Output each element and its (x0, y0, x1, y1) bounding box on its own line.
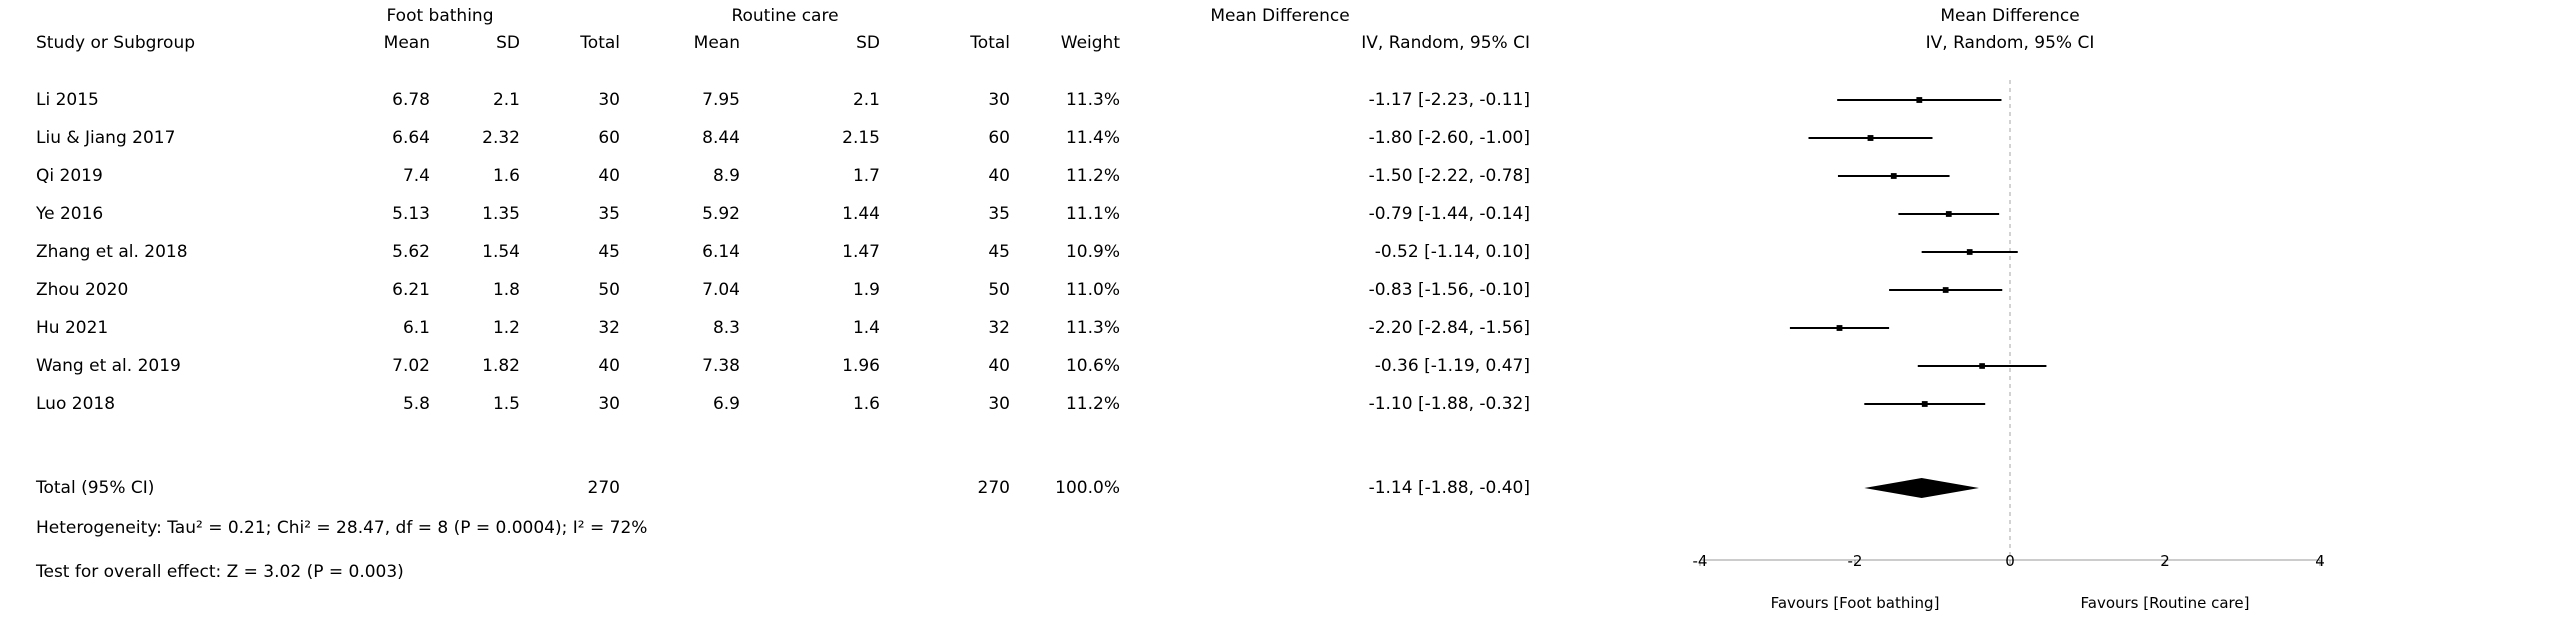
study-point-marker (1916, 97, 1922, 103)
weight: 10.6% (1065, 356, 1120, 376)
col-header-weight: Weight (1060, 33, 1120, 53)
ctl-sd: 1.47 (842, 242, 880, 262)
ctl-mean: 6.14 (702, 242, 740, 262)
ctl-mean: 7.38 (702, 356, 740, 376)
exp-sd: 2.32 (482, 128, 520, 148)
ctl-mean: 8.9 (712, 166, 740, 186)
weight: 11.3% (1065, 318, 1120, 338)
exp-total: 45 (598, 242, 620, 262)
study-name: Zhang et al. 2018 (36, 242, 188, 262)
col-header-exp-mean: Mean (383, 33, 430, 53)
ctl-sd: 1.4 (852, 318, 880, 338)
total-exp-total: 270 (587, 478, 620, 498)
ci-text: -1.17 [-2.23, -0.11] (1368, 90, 1530, 110)
exp-mean: 7.02 (392, 356, 430, 376)
ctl-mean: 7.95 (702, 90, 740, 110)
total-ctl-total: 270 (977, 478, 1010, 498)
ctl-mean: 5.92 (702, 204, 740, 224)
x-tick-label: 4 (2315, 552, 2325, 570)
exp-sd: 1.5 (492, 394, 520, 414)
ctl-sd: 1.6 (852, 394, 880, 414)
col-header-study: Study or Subgroup (36, 33, 196, 53)
exp-total: 32 (598, 318, 620, 338)
pooled-diamond (1864, 478, 1979, 498)
ctl-total: 45 (988, 242, 1010, 262)
exp-total: 40 (598, 356, 620, 376)
x-tick-label: -2 (1847, 552, 1863, 570)
study-name: Zhou 2020 (36, 280, 129, 300)
col-header-ctl-total: Total (970, 33, 1010, 53)
study-point-marker (1837, 325, 1843, 331)
ci-text: -0.36 [-1.19, 0.47] (1374, 356, 1530, 376)
ctl-sd: 2.15 (842, 128, 880, 148)
x-tick-label: 2 (2160, 552, 2170, 570)
study-name: Hu 2021 (36, 318, 109, 338)
ctl-group-header: Routine care (731, 6, 839, 26)
ctl-total: 60 (988, 128, 1010, 148)
ci-text: -0.83 [-1.56, -0.10] (1368, 280, 1530, 300)
exp-sd: 1.2 (492, 318, 520, 338)
study-name: Liu & Jiang 2017 (36, 128, 176, 148)
ctl-mean: 8.3 (712, 318, 740, 338)
ctl-mean: 8.44 (702, 128, 740, 148)
exp-mean: 7.4 (402, 166, 430, 186)
ctl-sd: 1.7 (852, 166, 880, 186)
exp-total: 60 (598, 128, 620, 148)
study-point-marker (1967, 249, 1973, 255)
col-header-exp-sd: SD (496, 33, 520, 53)
study-point-marker (1868, 135, 1874, 141)
weight: 11.0% (1065, 280, 1120, 300)
study-point-marker (1922, 401, 1928, 407)
exp-group-header: Foot bathing (386, 6, 494, 26)
exp-mean: 5.13 (392, 204, 430, 224)
ctl-sd: 1.9 (852, 280, 880, 300)
study-name: Ye 2016 (36, 204, 104, 224)
ctl-total: 50 (988, 280, 1010, 300)
exp-mean: 6.21 (392, 280, 430, 300)
exp-total: 50 (598, 280, 620, 300)
study-point-marker (1891, 173, 1897, 179)
exp-sd: 1.6 (492, 166, 520, 186)
weight: 11.1% (1065, 204, 1120, 224)
study-name: Luo 2018 (36, 394, 116, 414)
total-label: Total (95% CI) (36, 478, 155, 498)
weight: 11.2% (1065, 166, 1120, 186)
col-header-ctl-mean: Mean (693, 33, 740, 53)
col-header-exp-total: Total (580, 33, 620, 53)
ctl-total: 40 (988, 166, 1010, 186)
ctl-total: 32 (988, 318, 1010, 338)
ci-text: -2.20 [-2.84, -1.56] (1368, 318, 1530, 338)
col-header-ctl-sd: SD (856, 33, 880, 53)
ctl-mean: 7.04 (702, 280, 740, 300)
weight: 11.4% (1065, 128, 1120, 148)
total-ci: -1.14 [-1.88, -0.40] (1368, 478, 1530, 498)
ci-text: -1.10 [-1.88, -0.32] (1368, 394, 1530, 414)
ctl-total: 30 (988, 394, 1010, 414)
exp-total: 35 (598, 204, 620, 224)
heterogeneity-text: Heterogeneity: Tau² = 0.21; Chi² = 28.47, df = 8 (P = 0.0004); I² = 72% (36, 518, 648, 538)
weight: 10.9% (1065, 242, 1120, 262)
exp-mean: 5.8 (402, 394, 430, 414)
x-tick-label: -4 (1692, 552, 1708, 570)
exp-sd: 1.82 (482, 356, 520, 376)
exp-mean: 6.78 (392, 90, 430, 110)
ctl-sd: 1.96 (842, 356, 880, 376)
exp-sd: 2.1 (492, 90, 520, 110)
ctl-total: 35 (988, 204, 1010, 224)
study-name: Qi 2019 (36, 166, 103, 186)
favours-right-label: Favours [Routine care] (2080, 594, 2250, 612)
exp-mean: 6.1 (402, 318, 430, 338)
exp-mean: 6.64 (392, 128, 430, 148)
ci-text: -0.52 [-1.14, 0.10] (1374, 242, 1530, 262)
plot-col-header: IV, Random, 95% CI (1925, 33, 2095, 53)
ctl-sd: 1.44 (842, 204, 880, 224)
ctl-mean: 6.9 (712, 394, 740, 414)
exp-total: 30 (598, 90, 620, 110)
exp-sd: 1.35 (482, 204, 520, 224)
ctl-total: 30 (988, 90, 1010, 110)
favours-left-label: Favours [Foot bathing] (1770, 594, 1940, 612)
col-header-ci: IV, Random, 95% CI (1361, 33, 1530, 53)
exp-sd: 1.54 (482, 242, 520, 262)
study-point-marker (1979, 363, 1985, 369)
plot-group-header: Mean Difference (1940, 6, 2080, 26)
study-point-marker (1943, 287, 1949, 293)
total-weight: 100.0% (1055, 478, 1120, 498)
ci-text: -0.79 [-1.44, -0.14] (1368, 204, 1530, 224)
weight: 11.2% (1065, 394, 1120, 414)
exp-total: 40 (598, 166, 620, 186)
exp-mean: 5.62 (392, 242, 430, 262)
ctl-total: 40 (988, 356, 1010, 376)
exp-total: 30 (598, 394, 620, 414)
ctl-sd: 2.1 (852, 90, 880, 110)
overall-effect-text: Test for overall effect: Z = 3.02 (P = 0.003) (36, 562, 404, 582)
study-point-marker (1946, 211, 1952, 217)
x-tick-label: 0 (2005, 552, 2015, 570)
study-name: Li 2015 (36, 90, 99, 110)
md-group-header: Mean Difference (1210, 6, 1350, 26)
ci-text: -1.50 [-2.22, -0.78] (1368, 166, 1530, 186)
exp-sd: 1.8 (492, 280, 520, 300)
weight: 11.3% (1065, 90, 1120, 110)
ci-text: -1.80 [-2.60, -1.00] (1368, 128, 1530, 148)
study-name: Wang et al. 2019 (36, 356, 181, 376)
